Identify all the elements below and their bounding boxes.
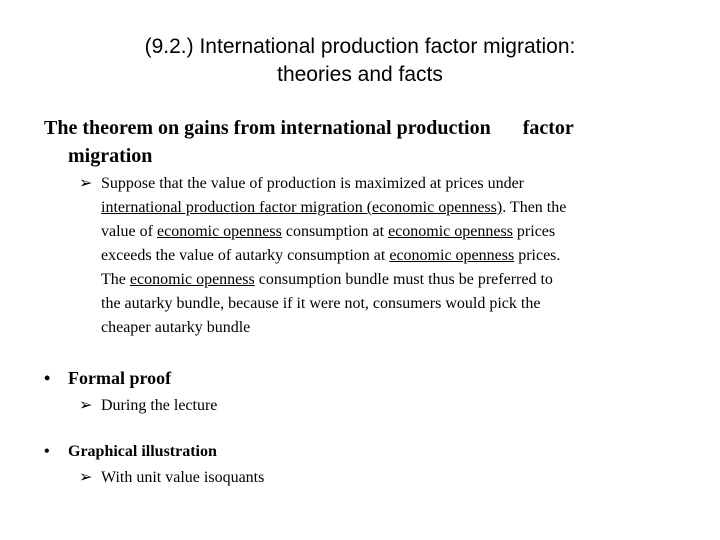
graphical-label: Graphical illustration <box>68 443 217 460</box>
graphical-sub <box>79 466 691 490</box>
underlined-term: economic openness <box>129 271 255 288</box>
openness-line-1: The economic openness consumption bundle must thus be preferred to <box>101 271 553 288</box>
suppose-paragraph <box>79 172 691 268</box>
theorem-heading <box>44 114 684 170</box>
formal-proof-label: Formal proof <box>68 368 172 388</box>
bullet-icon: • <box>44 368 51 388</box>
formal-proof-sub-text: During the lecture <box>101 397 218 414</box>
suppose-line-4: exceeds the value of autarky consumption at economic openness prices. <box>101 247 561 264</box>
underlined-term: economic openness <box>156 223 282 240</box>
openness-line-2: the autarky bundle, because if it were not, consumers would pick the <box>101 295 541 312</box>
title-line-1: (9.2.) International production factor migration: <box>144 35 576 58</box>
theorem-heading-part2: factor <box>522 117 574 139</box>
slide-title <box>0 33 720 89</box>
theorem-heading-part1: The theorem on gains from international production <box>44 117 491 139</box>
theorem-heading-part3: migration <box>68 145 153 167</box>
underlined-term: economic openness <box>389 247 515 264</box>
graphical-sub-text: With unit value isoquants <box>101 469 265 486</box>
suppose-line-1: Suppose that the value of production is maximized at prices under <box>101 175 524 192</box>
formal-proof-sub <box>79 394 691 418</box>
underlined-term: economic openness <box>388 223 513 240</box>
title-line-2: theories and facts <box>277 63 443 86</box>
arrow-bullet-icon: ➢ <box>79 175 93 192</box>
bullet-icon: • <box>44 443 50 460</box>
suppose-line-3: value of economic openness consumption at economic openness prices <box>101 223 556 240</box>
openness-line-3: cheaper autarky bundle <box>101 319 251 336</box>
suppose-line-2: international production factor migration (economic openness). Then the <box>101 199 567 216</box>
arrow-bullet-icon: ➢ <box>79 397 93 414</box>
arrow-bullet-icon: ➢ <box>79 469 93 486</box>
openness-paragraph <box>101 268 691 340</box>
underlined-term: international production factor migration (economic openness) <box>101 199 503 216</box>
